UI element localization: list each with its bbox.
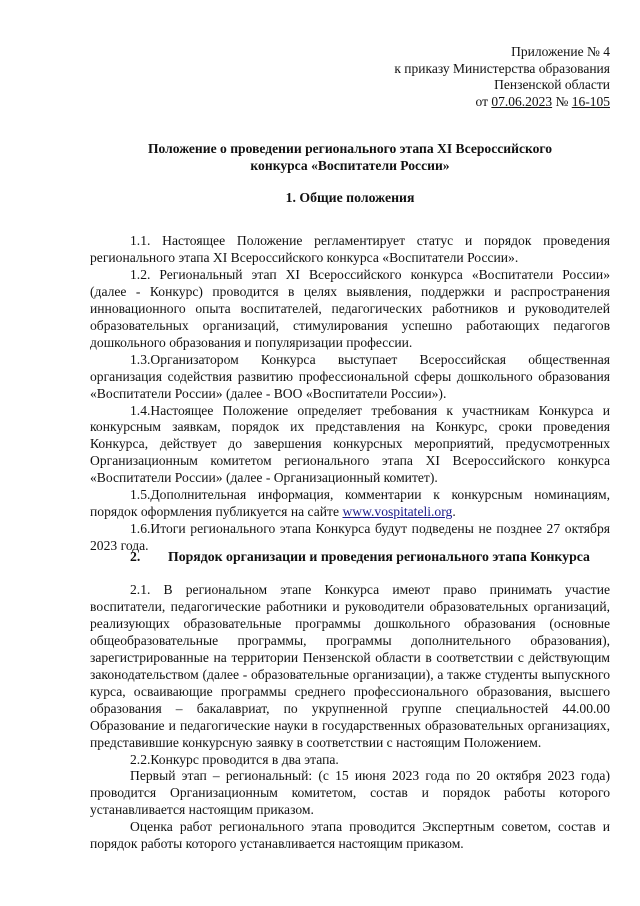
paragraph-1-6: 1.6.Итоги регионального этапа Конкурса будут подведены не позднее 27 октября 2023 года.: [90, 521, 610, 554]
paragraph-2-3: Первый этап – региональный: (с 15 июня 2023 года по 20 октября 2023 года) проводится Организационным комитетом, состав и порядок работы которого устанавливается настоящим приказом.: [90, 768, 610, 818]
website-link[interactable]: www.vospitateli.org: [342, 504, 453, 520]
section-1-heading: 1. Общие положения: [285, 190, 415, 205]
paragraph-1-5-end: .: [452, 504, 456, 520]
section-2-body: [90, 582, 610, 853]
document-title: [90, 141, 610, 175]
paragraph-1-5-text: 1.5.Дополнительная информация, комментарии к конкурсным номинациям, порядок оформления публикуется на сайте: [90, 487, 610, 520]
section-2-number: 2.: [130, 549, 141, 564]
paragraph-2-2: 2.2.Конкурс проводится в два этапа.: [130, 751, 339, 767]
paragraph-1-1: 1.1. Настоящее Положение регламентирует статус и порядок проведения регионального этапа XI Всероссийского конкурса «Воспитатели России».: [90, 233, 610, 265]
order-date: 07.06.2023: [491, 93, 553, 109]
paragraph-2-1: 2.1. В региональном этапе Конкурса имеют право принимать участие воспитатели, педагогические работники и руководители образовательных организаций, реализующих образовательные программы дошкольного образования (основные общеобразовательные программы, программы дополнительного образования), зарегистрированные на территории Пензенской области в соответствии с действующим законодательством (далее - образовательные организации), а также студенты выпускного курса, осваивающие программы среднего профессионального образования, высшего образования – бакалавриат, по укрупненной группе специальностей 44.00.00 Образование и педагогические науки в государственных образовательных организациях, представившие конкурсную заявку в соответствии с настоящим Положением.: [90, 582, 610, 750]
appendix-header: [310, 44, 610, 110]
paragraph-2-4: Оценка работ регионального этапа проводится Экспертным советом, состав и порядок работы которого устанавливается настоящим приказом.: [90, 819, 610, 852]
date-prefix: от: [475, 93, 488, 109]
region-name: Пензенской области: [494, 77, 610, 93]
paragraph-1-4: 1.4.Настоящее Положение определяет требования к участникам Конкурса и конкурсным заявкам, порядок их представления на Конкурс, сроки проведения Конкурса, действует до завершения конкурсных мероприятий, предусмотренных Организационным комитетом регионального этапа XI Всероссийского конкурса «Воспитатели России» (далее - Организационный комитет).: [90, 402, 610, 486]
order-reference: к приказу Министерства образования: [394, 60, 610, 76]
number-sign: №: [555, 93, 569, 109]
appendix-number: Приложение № 4: [511, 44, 610, 59]
paragraph-1-3: 1.3.Организатором Конкурса выступает Всероссийская общественная организация содействия развитию профессиональной сферы дошкольного образования «Воспитатели России» (далее - ВОО «Воспитатели России»).: [90, 351, 610, 401]
section-2-title: Порядок организации и проведения регионального этапа Конкурса: [168, 549, 590, 564]
order-date-number: [310, 94, 610, 111]
section-1-body: [90, 233, 610, 555]
paragraph-1-2: 1.2. Региональный этап XI Всероссийского конкурса «Воспитатели России» (далее - Конкурс) проводится в целях выявления, поддержки и распространения инновационного опыта воспитателей, педагогических работников и руководителей образовательных организаций, стимулирования успешно работающих педагогов дошкольного образования и популяризации профессии.: [90, 266, 610, 350]
title-line-2: конкурса «Воспитатели России»: [250, 157, 450, 173]
paragraph-1-5: [90, 487, 610, 521]
title-line-1: Положение о проведении регионального этапа XI Всероссийского: [147, 141, 553, 156]
order-number: 16-105: [571, 93, 610, 109]
